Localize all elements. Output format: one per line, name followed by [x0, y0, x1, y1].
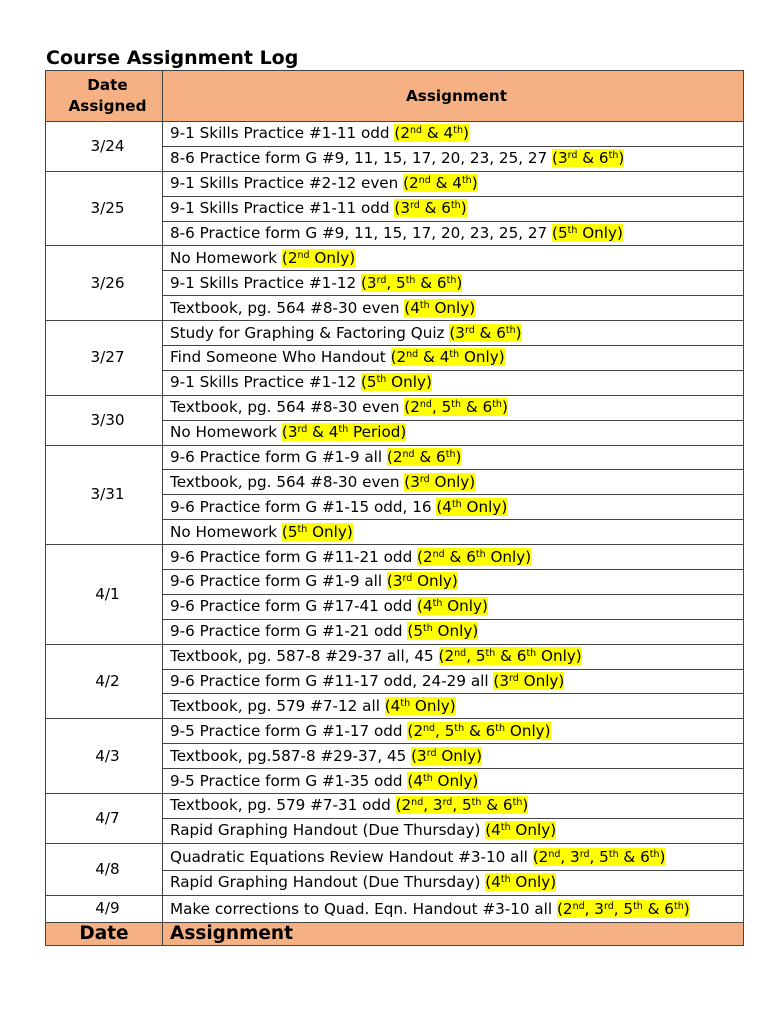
- period-text: (5: [407, 622, 423, 641]
- assignment-cell: [163, 495, 744, 520]
- assignment-text: Study for Graphing & Factoring Quiz: [170, 323, 450, 342]
- assignment-text: Quadratic Equations Review Handout #3-10 all: [170, 847, 533, 866]
- period-text: ): [462, 124, 469, 143]
- ordinal-suffix: th: [608, 848, 619, 860]
- ordinal-suffix: th: [471, 797, 482, 809]
- table-row: [46, 719, 744, 744]
- period-text: Only): [510, 873, 557, 892]
- ordinal-suffix: th: [485, 648, 496, 660]
- period-highlight: [385, 697, 456, 715]
- period-highlight: [361, 373, 432, 391]
- footer-date: Date: [46, 922, 163, 945]
- date-cell: 3/26: [46, 246, 163, 321]
- period-text: , 5: [386, 273, 406, 292]
- ordinal-suffix: th: [422, 772, 433, 784]
- assignment-cell: [163, 420, 744, 445]
- period-highlight: [394, 199, 466, 217]
- period-text: & 6: [461, 398, 493, 417]
- date-cell: 4/2: [46, 644, 163, 719]
- period-text: Only): [505, 721, 551, 740]
- period-highlight: [396, 796, 529, 814]
- ordinal-suffix: th: [505, 324, 516, 336]
- date-cell: 3/31: [46, 445, 163, 545]
- period-text: ): [522, 796, 529, 815]
- log-body: [46, 122, 744, 923]
- period-text: , 5: [613, 899, 634, 918]
- assignment-cell: [163, 895, 744, 922]
- ordinal-suffix: nd: [454, 648, 467, 660]
- assignment-cell: [163, 870, 744, 895]
- period-text: (2: [386, 448, 403, 467]
- ordinal-suffix: nd: [411, 797, 424, 809]
- assignment-text: 9-5 Practice form G #1-35 odd: [170, 771, 408, 790]
- period-text: (3: [449, 323, 465, 342]
- period-text: (2: [532, 847, 549, 866]
- ordinal-suffix: th: [450, 200, 461, 212]
- assignment-text: 9-6 Practice form G #1-9 all: [170, 448, 387, 467]
- period-text: Only): [518, 672, 565, 691]
- header-assignment: Assignment: [163, 71, 744, 122]
- ordinal-suffix: rd: [442, 797, 453, 809]
- assignment-text: 8-6 Practice form G #9, 11, 15, 17, 20, 23, 25, 27: [170, 149, 553, 168]
- assignment-text: No Homework: [170, 522, 282, 541]
- ordinal-suffix: nd: [402, 449, 415, 461]
- ordinal-suffix: rd: [579, 848, 590, 860]
- ordinal-suffix: rd: [603, 900, 614, 912]
- period-highlight: [439, 647, 582, 665]
- period-text: (3: [493, 672, 509, 691]
- footer-row: [46, 922, 744, 945]
- period-text: Only): [412, 572, 458, 591]
- ordinal-suffix: rd: [509, 673, 519, 685]
- period-text: ): [683, 899, 690, 918]
- assignment-text: 9-6 Practice form G #17-41 odd: [170, 597, 418, 616]
- period-text: Only): [307, 522, 353, 541]
- period-text: Only): [577, 224, 623, 242]
- assignment-cell: [163, 271, 744, 296]
- assignment-cell: [163, 619, 744, 644]
- table-row: [46, 395, 744, 420]
- period-highlight: [282, 249, 355, 267]
- period-highlight: [417, 597, 488, 615]
- period-highlight: [417, 548, 531, 566]
- assignment-cell: [163, 669, 744, 694]
- period-text: Only): [510, 821, 557, 840]
- ordinal-suffix: rd: [464, 324, 475, 336]
- period-text: (2: [394, 124, 410, 143]
- assignment-cell: [163, 296, 744, 321]
- ordinal-suffix: th: [673, 900, 684, 912]
- assignment-cell: [163, 694, 744, 719]
- assignment-cell: [163, 594, 744, 619]
- assignment-text: 9-6 Practice form G #1-15 odd, 16: [170, 497, 437, 516]
- ordinal-suffix: th: [495, 722, 506, 734]
- period-text: & 6: [618, 847, 650, 866]
- ordinal-suffix: rd: [426, 747, 437, 759]
- period-text: & 6: [419, 199, 451, 218]
- period-highlight: [361, 274, 462, 292]
- period-highlight: [282, 523, 353, 541]
- ordinal-suffix: th: [492, 399, 502, 411]
- period-text: & 6: [474, 323, 506, 342]
- period-text: ): [618, 149, 625, 168]
- period-text: (3: [360, 273, 377, 292]
- period-text: & 6: [415, 273, 447, 292]
- period-text: ): [456, 273, 463, 292]
- ordinal-suffix: th: [400, 697, 411, 709]
- ordinal-suffix: th: [446, 274, 457, 286]
- date-cell: 4/1: [46, 545, 163, 645]
- period-text: Period): [348, 423, 407, 442]
- ordinal-suffix: rd: [409, 200, 420, 212]
- ordinal-suffix: th: [445, 449, 456, 461]
- assignment-cell: [163, 769, 744, 794]
- period-text: & 4: [418, 348, 450, 367]
- assignment-cell: [163, 545, 744, 570]
- period-text: (2: [395, 796, 412, 815]
- period-text: (4: [485, 873, 501, 892]
- assignment-cell: [163, 370, 744, 395]
- assignment-text: Textbook, pg. 579 #7-12 all: [170, 696, 385, 715]
- assignment-text: Textbook, pg. 587-8 #29-37 all, 45: [170, 647, 439, 666]
- assignment-text: Textbook, pg. 564 #8-30 even: [170, 398, 405, 417]
- assignment-cell: [163, 570, 744, 595]
- period-text: ): [471, 174, 478, 193]
- period-text: , 3: [423, 796, 443, 815]
- period-text: & 6: [444, 547, 476, 566]
- ordinal-suffix: nd: [409, 125, 423, 137]
- period-text: (2: [417, 547, 433, 566]
- assignment-text: Textbook, pg. 579 #7-31 odd: [170, 796, 396, 815]
- date-cell: 4/9: [46, 895, 163, 922]
- assignment-text: Make corrections to Quad. Eqn. Handout #3-10 all: [170, 899, 557, 918]
- ordinal-suffix: nd: [548, 848, 561, 860]
- assignment-text: Textbook, pg.587-8 #29-37, 45: [170, 746, 412, 765]
- assignment-text: 9-1 Skills Practice #1-11 odd: [170, 199, 395, 218]
- table-row: [46, 545, 744, 570]
- period-text: Only): [410, 696, 456, 715]
- period-text: ): [455, 448, 462, 467]
- ordinal-suffix: th: [608, 150, 619, 162]
- ordinal-suffix: nd: [572, 900, 585, 912]
- period-text: (4: [485, 821, 501, 840]
- ordinal-suffix: th: [419, 299, 430, 311]
- ordinal-suffix: th: [500, 874, 511, 886]
- period-text: & 6: [495, 647, 527, 666]
- period-text: & 4: [430, 174, 462, 193]
- date-cell: 4/8: [46, 843, 163, 895]
- period-text: & 4: [422, 124, 454, 143]
- period-text: Only): [386, 373, 432, 392]
- ordinal-suffix: th: [475, 548, 486, 560]
- assignment-cell: [163, 395, 744, 420]
- assignment-text: 9-1 Skills Practice #1-11 odd: [170, 124, 395, 143]
- ordinal-suffix: rd: [376, 274, 387, 286]
- ordinal-suffix: nd: [297, 249, 310, 261]
- period-text: , 5: [435, 721, 455, 740]
- date-cell: 3/30: [46, 395, 163, 445]
- ordinal-suffix: th: [454, 722, 465, 734]
- period-text: (4: [407, 771, 423, 790]
- table-row: [46, 843, 744, 870]
- period-highlight: [394, 124, 469, 142]
- period-text: (2: [281, 248, 298, 267]
- assignment-text: 9-6 Practice form G #11-17 odd, 24-29 all: [170, 672, 494, 691]
- assignment-text: 9-1 Skills Practice #1-12: [170, 373, 361, 392]
- period-text: Only): [432, 771, 479, 790]
- period-text: (4: [384, 696, 401, 715]
- assignment-text: Textbook, pg. 564 #8-30 even: [170, 472, 405, 491]
- assignment-text: 8-6 Practice form G #9, 11, 15, 17, 20, 23, 25, 27: [170, 224, 553, 242]
- period-highlight: [552, 149, 624, 167]
- period-text: Only): [436, 746, 483, 765]
- period-text: Only): [459, 348, 505, 367]
- period-highlight: [404, 398, 508, 416]
- period-text: & 6: [414, 448, 446, 467]
- period-text: , 5: [452, 796, 472, 815]
- period-text: (4: [404, 298, 420, 317]
- period-text: (3: [411, 746, 427, 765]
- footer-assignment: Assignment: [163, 922, 744, 945]
- period-text: (5: [552, 224, 568, 242]
- date-cell: 4/3: [46, 719, 163, 794]
- period-highlight: [449, 324, 521, 342]
- assignment-cell: [163, 196, 744, 221]
- ordinal-suffix: th: [405, 274, 416, 286]
- period-text: ): [659, 847, 666, 866]
- period-highlight: [407, 722, 550, 740]
- period-highlight: [485, 821, 556, 839]
- page-title: Course Assignment Log: [46, 47, 299, 69]
- period-text: (2: [556, 899, 573, 918]
- period-text: Only): [432, 622, 479, 641]
- assignment-cell: [163, 794, 744, 819]
- assignment-cell: [163, 520, 744, 545]
- period-text: , 3: [560, 847, 580, 866]
- assignment-text: 9-1 Skills Practice #2-12 even: [170, 174, 404, 193]
- period-highlight: [557, 900, 690, 918]
- assignment-text: No Homework: [170, 423, 282, 442]
- assignment-text: 9-6 Practice form G #1-9 all: [170, 572, 387, 591]
- ordinal-suffix: th: [432, 598, 443, 610]
- ordinal-suffix: th: [376, 374, 387, 386]
- assignment-cell: [163, 221, 744, 246]
- assignment-text: Find Someone Who Handout: [170, 348, 391, 367]
- period-text: ): [515, 323, 522, 342]
- period-text: (5: [281, 522, 298, 541]
- period-text: Only): [485, 547, 532, 566]
- period-text: ): [460, 199, 467, 218]
- ordinal-suffix: th: [649, 848, 660, 860]
- period-highlight: [387, 448, 462, 466]
- period-text: & 6: [642, 899, 674, 918]
- period-text: Only): [309, 248, 356, 267]
- period-text: (3: [281, 423, 298, 442]
- period-highlight: [493, 672, 564, 690]
- table-row: [46, 122, 744, 147]
- table-row: [46, 246, 744, 271]
- period-text: , 5: [466, 647, 486, 666]
- period-text: (4: [436, 497, 452, 516]
- assignment-cell: [163, 122, 744, 147]
- period-text: (3: [394, 199, 410, 218]
- period-text: ): [501, 398, 508, 417]
- period-text: (2: [403, 174, 419, 193]
- assignment-cell: [163, 843, 744, 870]
- period-text: Only): [429, 298, 476, 317]
- ordinal-suffix: th: [500, 822, 511, 834]
- ordinal-suffix: nd: [432, 548, 445, 560]
- table-row: [46, 171, 744, 196]
- header-row: [46, 71, 744, 122]
- table-row: [46, 321, 744, 346]
- period-highlight: [485, 873, 556, 891]
- assignment-cell: [163, 644, 744, 669]
- ordinal-suffix: nd: [406, 349, 419, 361]
- assignment-cell: [163, 445, 744, 470]
- period-text: Only): [536, 647, 582, 666]
- ordinal-suffix: rd: [419, 473, 430, 485]
- period-text: (2: [390, 348, 407, 367]
- ordinal-suffix: th: [567, 225, 578, 236]
- period-text: & 6: [464, 721, 496, 740]
- period-text: (3: [386, 572, 403, 591]
- table-row: [46, 445, 744, 470]
- date-cell: 3/24: [46, 122, 163, 172]
- assignment-cell: [163, 246, 744, 271]
- period-text: (5: [360, 373, 377, 392]
- period-text: , 5: [431, 398, 452, 417]
- period-highlight: [387, 572, 458, 590]
- ordinal-suffix: nd: [419, 399, 432, 411]
- ordinal-suffix: nd: [422, 722, 436, 734]
- assignment-cell: [163, 719, 744, 744]
- period-text: Only): [429, 472, 476, 491]
- assignment-text: Rapid Graphing Handout (Due Thursday): [170, 873, 486, 892]
- ordinal-suffix: th: [451, 399, 462, 411]
- period-highlight: [282, 423, 406, 441]
- period-text: & 4: [307, 423, 339, 442]
- period-text: , 5: [589, 847, 609, 866]
- assignment-cell: [163, 346, 744, 371]
- ordinal-suffix: th: [461, 175, 472, 187]
- period-text: (3: [404, 472, 420, 491]
- assignment-cell: [163, 818, 744, 843]
- assignment-text: Textbook, pg. 564 #8-30 even: [170, 298, 405, 317]
- ordinal-suffix: rd: [567, 150, 578, 162]
- date-cell: 3/25: [46, 171, 163, 246]
- assignment-log-table: [45, 70, 744, 946]
- ordinal-suffix: nd: [418, 175, 431, 187]
- ordinal-suffix: th: [512, 797, 523, 809]
- period-text: (3: [552, 149, 568, 168]
- period-highlight: [436, 498, 507, 516]
- period-text: (2: [438, 647, 455, 666]
- period-text: & 6: [577, 149, 609, 168]
- assignment-text: 9-6 Practice form G #1-21 odd: [170, 622, 408, 641]
- period-text: (2: [404, 398, 420, 417]
- assignment-cell: [163, 146, 744, 171]
- assignment-cell: [163, 470, 744, 495]
- table-row: [46, 895, 744, 922]
- ordinal-suffix: th: [453, 125, 463, 137]
- ordinal-suffix: th: [449, 349, 460, 361]
- date-cell: 4/7: [46, 794, 163, 844]
- assignment-text: 9-5 Practice form G #1-17 odd: [170, 721, 408, 740]
- header-date: Date Assigned: [46, 71, 163, 122]
- period-highlight: [404, 299, 475, 317]
- period-highlight: [533, 848, 666, 866]
- ordinal-suffix: th: [422, 623, 433, 635]
- period-highlight: [404, 473, 475, 491]
- assignment-cell: [163, 321, 744, 346]
- ordinal-suffix: rd: [402, 573, 413, 585]
- assignment-text: Rapid Graphing Handout (Due Thursday): [170, 821, 486, 840]
- period-highlight: [407, 622, 478, 640]
- assignment-text: 9-6 Practice form G #11-21 odd: [170, 547, 418, 566]
- ordinal-suffix: th: [633, 900, 643, 912]
- assignment-cell: [163, 171, 744, 196]
- period-highlight: [403, 174, 478, 192]
- ordinal-suffix: th: [297, 523, 308, 535]
- table-row: [46, 644, 744, 669]
- assignment-text: 9-1 Skills Practice #1-12: [170, 273, 361, 292]
- assignment-text: No Homework: [170, 248, 282, 267]
- table-row: [46, 794, 744, 819]
- period-highlight: [391, 348, 505, 366]
- period-text: , 3: [584, 899, 604, 918]
- period-highlight: [411, 747, 482, 765]
- period-text: & 6: [481, 796, 513, 815]
- period-text: Only): [442, 597, 488, 616]
- ordinal-suffix: th: [526, 648, 537, 660]
- ordinal-suffix: rd: [297, 424, 308, 436]
- period-text: Only): [461, 497, 508, 516]
- date-cell: 3/27: [46, 321, 163, 396]
- ordinal-suffix: th: [451, 498, 462, 510]
- period-highlight: [552, 224, 623, 242]
- ordinal-suffix: th: [338, 424, 349, 436]
- period-text: (2: [407, 721, 423, 740]
- period-highlight: [407, 772, 478, 790]
- period-text: (4: [417, 597, 433, 616]
- assignment-cell: [163, 744, 744, 769]
